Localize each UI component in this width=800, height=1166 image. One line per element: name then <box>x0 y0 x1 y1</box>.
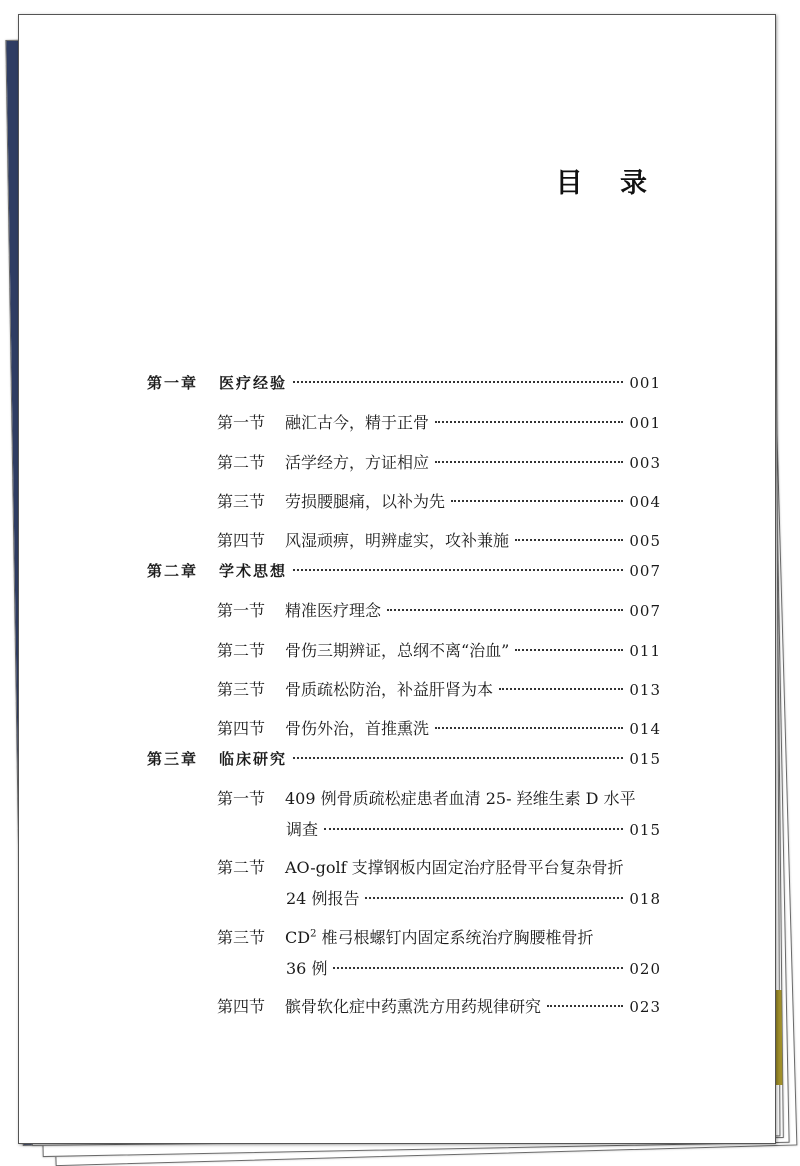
entry-title: 劳损腰腿痛，以补为先 <box>285 492 446 511</box>
toc-entry-continuation[interactable] <box>286 959 661 979</box>
entry-page: 015 <box>629 750 661 768</box>
entry-title-rest: 椎弓根螺钉内固定系统治疗胸腰椎骨折 <box>316 928 594 947</box>
toc-entry-continuation[interactable] <box>286 889 661 909</box>
dot-leader <box>435 461 623 463</box>
entry-title: 活学经方，方证相应 <box>285 453 430 472</box>
entry-number: 第三节 <box>217 680 266 699</box>
dot-leader <box>435 727 623 729</box>
entry-number: 第三节 <box>217 492 266 511</box>
entry-page: 014 <box>629 720 661 738</box>
toc-entry-section[interactable] <box>217 453 661 473</box>
entry-title: 医疗经验 <box>219 374 288 392</box>
toc-entry-section[interactable] <box>217 928 661 948</box>
dot-leader <box>365 897 623 899</box>
toc-entry-continuation[interactable] <box>286 820 661 840</box>
dot-leader <box>293 757 623 759</box>
dot-leader <box>387 609 623 611</box>
entry-title: 24 例报告 <box>286 889 360 908</box>
entry-number: 第一节 <box>217 413 266 432</box>
entry-number: 第四节 <box>217 531 266 550</box>
entry-number: 第四节 <box>217 719 266 738</box>
entry-number: 第四节 <box>217 997 266 1016</box>
entry-page: 004 <box>629 493 661 511</box>
entry-title: 骨伤三期辨证，总纲不离“治血” <box>285 641 510 660</box>
entry-page: 020 <box>629 960 661 978</box>
toc-entry-section[interactable] <box>217 858 661 878</box>
entry-page: 005 <box>629 532 661 550</box>
entry-page: 013 <box>629 681 661 699</box>
entry-page: 001 <box>629 414 661 432</box>
entry-page: 011 <box>629 642 661 660</box>
entry-number: 第三节 <box>217 928 266 947</box>
toc-entry-section[interactable] <box>217 719 661 739</box>
toc-entry-section[interactable] <box>217 413 661 433</box>
entry-number: 第二节 <box>217 453 266 472</box>
entry-page: 001 <box>629 374 661 392</box>
entry-title: 融汇古今，精于正骨 <box>285 413 430 432</box>
entry-page: 023 <box>629 998 661 1016</box>
entry-number: 第二节 <box>217 641 266 660</box>
dot-leader <box>547 1005 623 1007</box>
entry-number: 第二节 <box>217 858 266 877</box>
entry-title: 临床研究 <box>219 750 288 768</box>
entry-title: 精准医疗理念 <box>285 601 382 620</box>
dot-leader <box>333 967 623 969</box>
toc-entry-chapter[interactable] <box>147 749 661 769</box>
entry-page: 018 <box>629 890 661 908</box>
toc-entry-section[interactable] <box>217 641 661 661</box>
entry-title: 风湿顽痹，明辨虚实，攻补兼施 <box>285 531 510 550</box>
dot-leader <box>515 649 623 651</box>
toc-title: 目 录 <box>555 168 661 199</box>
entry-title: 髌骨软化症中药熏洗方用药规律研究 <box>285 997 542 1016</box>
entry-title-prefix: CD <box>285 928 311 947</box>
dot-leader <box>324 828 623 830</box>
entry-page: 007 <box>629 602 661 620</box>
toc-entry-chapter[interactable] <box>147 373 661 393</box>
entry-page: 015 <box>629 821 661 839</box>
toc-entry-section[interactable] <box>217 789 661 809</box>
dot-leader <box>515 539 623 541</box>
entry-title: 骨质疏松防治，补益肝肾为本 <box>285 680 494 699</box>
toc-entry-section[interactable] <box>217 997 661 1017</box>
entry-page: 003 <box>629 454 661 472</box>
entry-page: 007 <box>629 562 661 580</box>
dot-leader <box>499 688 623 690</box>
entry-number: 第二章 <box>147 562 199 580</box>
entry-number: 第一章 <box>147 374 199 392</box>
toc-entry-section[interactable] <box>217 601 661 621</box>
entry-title-superscript: 2 <box>310 928 317 940</box>
entry-title: AO-golf 支撑钢板内固定治疗胫骨平台复杂骨折 <box>285 858 624 877</box>
dot-leader <box>293 569 623 571</box>
toc-entry-section[interactable] <box>217 680 661 700</box>
toc-entry-section[interactable] <box>217 492 661 512</box>
dot-leader <box>293 381 623 383</box>
entry-number: 第一节 <box>217 789 266 808</box>
entry-title <box>285 928 594 948</box>
entry-title: 36 例 <box>286 959 328 978</box>
toc-entry-chapter[interactable] <box>147 561 661 581</box>
toc-entry-section[interactable] <box>217 531 661 551</box>
dot-leader <box>451 500 623 502</box>
entry-number: 第一节 <box>217 601 266 620</box>
entry-title: 骨伤外治，首推熏洗 <box>285 719 430 738</box>
entry-number: 第三章 <box>147 750 199 768</box>
toc-list <box>19 15 775 1143</box>
toc-page <box>18 14 776 1144</box>
entry-title: 学术思想 <box>219 562 288 580</box>
dot-leader <box>435 421 623 423</box>
entry-title: 调查 <box>286 820 319 839</box>
entry-title: 409 例骨质疏松症患者血清 25- 羟维生素 D 水平 <box>285 789 636 808</box>
